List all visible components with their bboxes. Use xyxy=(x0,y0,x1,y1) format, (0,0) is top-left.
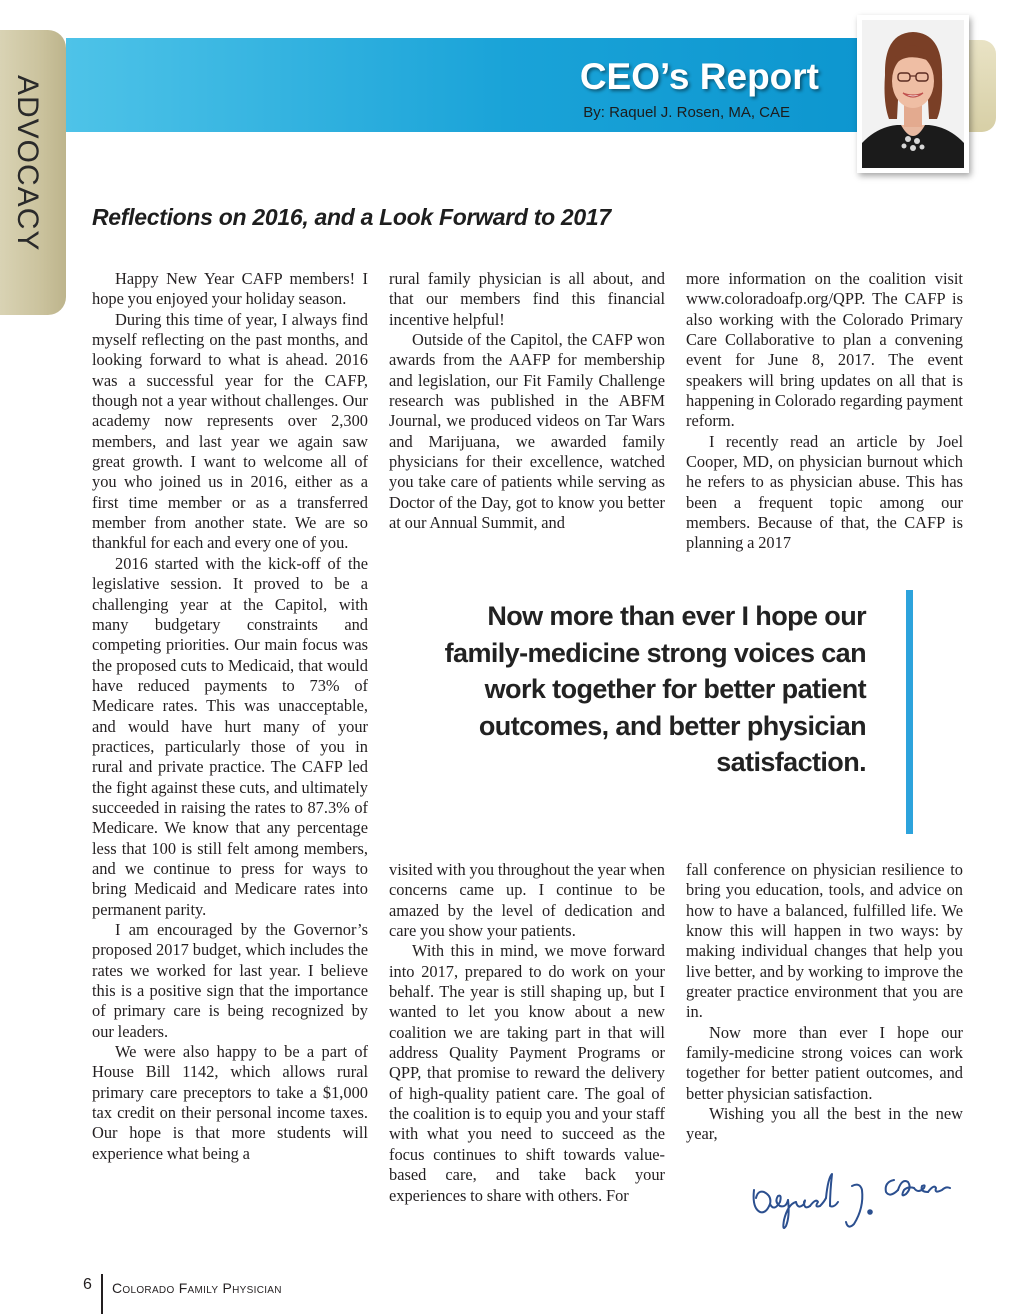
pull-quote-rule xyxy=(906,590,913,834)
author-byline: By: Raquel J. Rosen, MA, CAE xyxy=(583,104,790,121)
paragraph: rural family physician is all about, and that our members find this financial incentive helpful! xyxy=(389,269,665,329)
column-2-bottom xyxy=(389,860,665,1206)
paragraph: With this in mind, we move forward into 2017, prepared to do work on your behalf. The year is still shaping up, but I wanted to let you know about a new coalition we are taking part in that will address Quality Payment Programs or QPP, that promise to reward the delivery of high-quality patient care. The goal of the coalition is to equip you and your staff with what you need to succeed as the focus continues to shift towards value-based care, and take back your experiences to share with others. For xyxy=(389,941,665,1205)
paragraph: fall conference on physician resilience to bring you education, tools, and advice on how to have a balanced, fulfilled life. We know this will happen in two ways: by making individual changes that help you live better, and by working to improve the greater practice environment that you are in. xyxy=(686,860,963,1022)
pull-quote: Now more than ever I hope our family-medicine strong voices can work together for better patient outcomes, and better physician satisfaction. xyxy=(444,601,866,777)
column-3-bottom xyxy=(686,860,963,1145)
paragraph: visited with you throughout the year when concerns came up. I continue to be amazed by the level of dedication and care you show your patients. xyxy=(389,860,665,941)
section-tab-label: ADVOCACY xyxy=(11,75,44,252)
paragraph: During this time of year, I always find myself reflecting on the past months, and looking forward to what is ahead. 2016 was a successful year for the CAFP, though not a year without challenges. Our academy now represents over 2,300 members, and last year we again saw great growth. I want to welcome all of you who joined us in 2016, either as a first time member or as a transferred member from another state. We are so thankful for each and every one of you. xyxy=(92,309,368,553)
column-1 xyxy=(92,269,368,1164)
section-tab xyxy=(0,30,66,315)
paragraph: Now more than ever I hope our family-medicine strong voices can work together for better patient outcomes, and better physician satisfaction. xyxy=(686,1022,963,1103)
paragraph: Happy New Year CAFP members! I hope you enjoyed your holiday season. xyxy=(92,269,368,309)
paragraph: We were also happy to be a part of House Bill 1142, which allows rural primary care preceptors to take a $1,000 tax credit on their personal income taxes. Our hope is that more students will experience what being a xyxy=(92,1042,368,1163)
paragraph: I am encouraged by the Governor’s proposed 2017 budget, which includes the rates we worked for last year. I believe this is a positive sign that the importance of primary care is being recognized by our leaders. xyxy=(92,920,368,1041)
report-title: CEO’s Report xyxy=(579,56,819,97)
column-2-top xyxy=(389,269,665,533)
column-3-top xyxy=(686,269,963,554)
handwritten-signature xyxy=(748,1168,963,1243)
paragraph: Outside of the Capitol, the CAFP won awards from the AAFP for membership and legislation, our Fit Family Challenge research was published in the ABFM Journal, we produced videos on Tar Wars and Marijuana, we awarded family physicians for their excellence, watched you take care of patients while serving as Doctor of the Day, got to know you better at our Annual Summit, and xyxy=(389,330,665,533)
article-headline: Reflections on 2016, and a Look Forward to 2017 xyxy=(92,204,611,230)
paragraph: more information on the coalition visit www.coloradoafp.org/QPP. The CAFP is also working with the Colorado Primary Care Collaborative to plan a convening event for June 8, 2017. The event speakers will bring updates on all that is happening in Colorado regarding payment reform. xyxy=(686,269,963,431)
author-photo xyxy=(857,15,969,173)
paragraph: 2016 started with the kick-off of the legislative session. It proved to be a challenging year at the Capitol, with many budgetary constraints and competing priorities. Our main focus was the proposed cuts to Medicaid, that would have reduced payments to 73% of Medicare rates. This was unacceptable, and would have hurt many of your practices, particularly those of you in rural and private practice. The CAFP led the fight against these cuts, and ultimately succeeded in raising the rates to 87.3% of Medicare. We know that any percentage less that 100 is still felt among members, and we continue to press for ways to bring Medicaid and Medicare rates into permanent parity. xyxy=(92,553,368,919)
page-number: 6 xyxy=(83,1276,92,1293)
paragraph: Wishing you all the best in the new year, xyxy=(686,1104,963,1144)
publication-name: Colorado Family Physician xyxy=(112,1280,282,1296)
paragraph: I recently read an article by Joel Cooper, MD, on physician burnout which he refers to as physician abuse. This has been a frequent topic among our members. Because of that, the CAFP is planning a 2017 xyxy=(686,431,963,553)
footer-divider xyxy=(101,1274,103,1314)
